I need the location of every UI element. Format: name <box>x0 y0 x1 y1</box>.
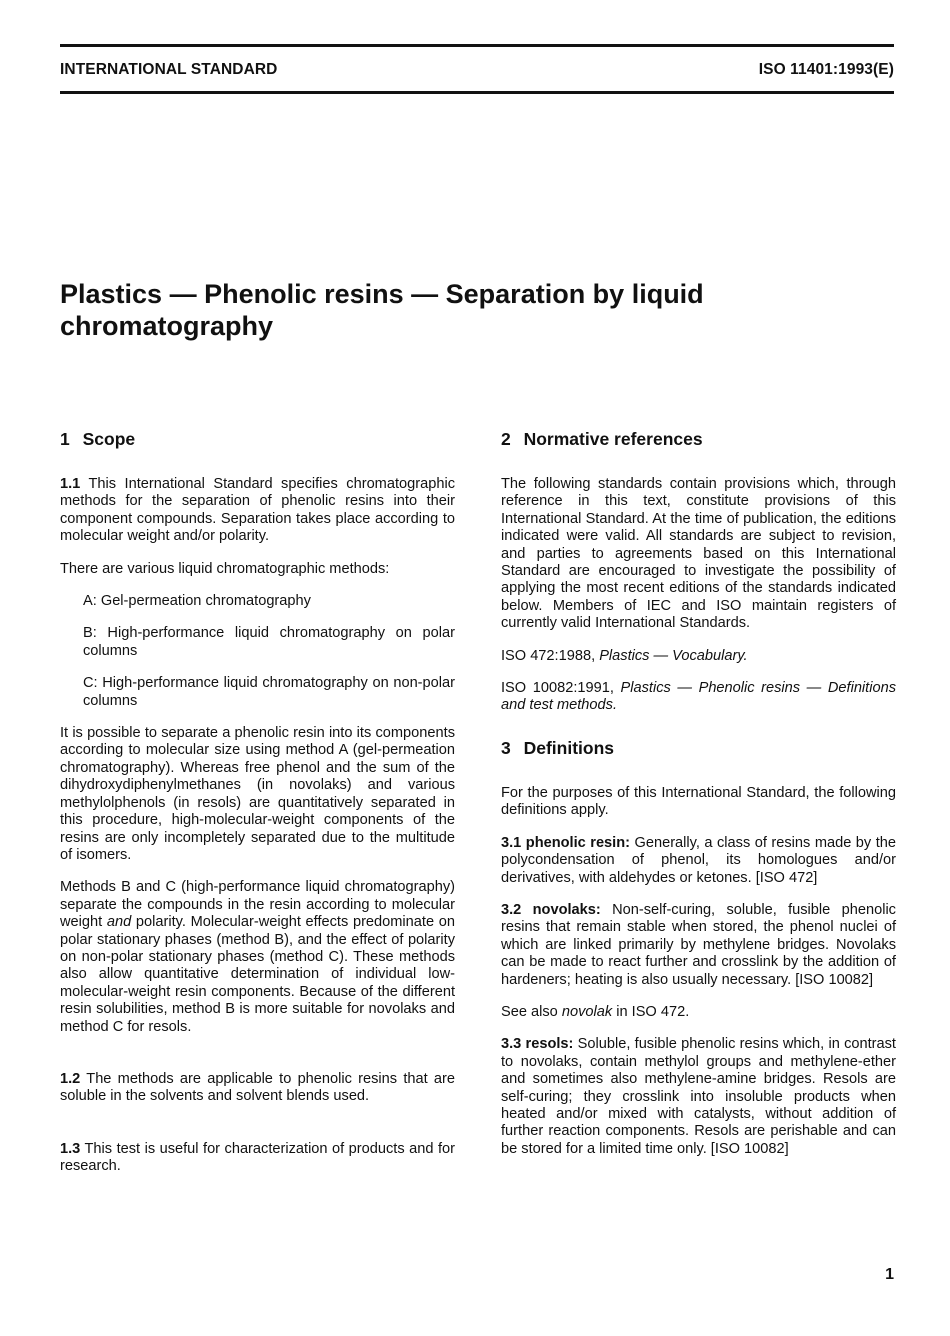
definition-novolaks: 3.2 novolaks: Non-self-curing, soluble, fusible phenolic resins that remain stable when stored, the phenol nuclei of which are linked primarily by methylene bridges. Novolaks can be made to react further and crosslink by the addition of hardeners; heating is also usually necessary. [ISO 10082] <box>501 901 896 988</box>
reference-iso-10082: ISO 10082:1991, Plastics — Phenolic resins — Definitions and test methods. <box>501 680 897 714</box>
section-heading-definitions: 3 Definitions <box>501 737 615 758</box>
definitions-intro: For the purposes of this International Standard, the following definitions apply. <box>501 784 896 819</box>
document-title <box>60 278 860 342</box>
title-line-2: chromatography <box>60 311 274 341</box>
normative-intro: The following standards contain provisions which, through reference in this text, constitute provisions of this International Standard. At the time of publication, the editions indicated were valid. All standards are subject to revision, and parties to agreements based on this International Standard are encouraged to investigate the possibility of applying the most recent editions of the standards indicated below. Members of IEC and ISO maintain registers of currently valid International Standards. <box>501 476 896 632</box>
left-column <box>60 428 455 1191</box>
document-type: INTERNATIONAL STANDARD <box>60 61 278 78</box>
section-heading-scope: 1 Scope <box>60 429 136 449</box>
header-bottom-rule <box>60 91 894 94</box>
right-column <box>501 428 896 1173</box>
header-top-rule <box>60 44 894 47</box>
title-line-1: Plastics — Phenolic resins — Separation by liquid <box>60 279 704 309</box>
see-also-note: See also novolak in ISO 472. <box>501 1003 690 1020</box>
definition-resols: 3.3 resols: Soluble, fusible phenolic resins which, in contrast to novolaks, contain methylol groups and methylene-ether and sometimes also methylene-amine bridges. Resols are self-curing; they crosslink into insoluble products when heated and/or mixed with catalysts, without addition of further reaction components. Resols are perishable and can be stored for a limited time only. [ISO 10082] <box>501 1036 896 1157</box>
section-heading-normative-references: 2 Normative references <box>501 429 703 449</box>
standard-number: ISO 11401:1993(E) <box>758 61 894 78</box>
method-c: C: High-performance liquid chromatography on non-polar columns <box>83 675 455 709</box>
method-a: A: Gel-permeation chromatography <box>83 593 311 610</box>
method-b: B: High-performance liquid chromatography on polar columns <box>83 625 455 659</box>
page-number: 1 <box>885 1266 894 1283</box>
reference-iso-472: ISO 472:1988, Plastics — Vocabulary. <box>501 647 748 664</box>
clause-1-1: 1.1 This International Standard specifies chromatographic methods for the separation of phenolic resins into their component compounds. Separation takes place according to molecular weight and/or polarity. <box>60 476 455 545</box>
clause-1-3: 1.3 This test is useful for characterization of products and for research. <box>60 1140 455 1175</box>
paragraph-method-a: It is possible to separate a phenolic resin into its components according to molecular size using method A (gel-permeation chromatography). Whereas free phenol and the sum of the dihydroxydiphenylmethanes (in novolaks) and various methylolphenols (in resols) are quantitatively separated in this procedure, high-molecular-weight components of the resins are only incompletely separated due to the multitude of isomers. <box>60 725 455 863</box>
methods-intro: There are various liquid chromatographic methods: <box>60 560 390 577</box>
clause-1-2: 1.2 The methods are applicable to phenolic resins that are soluble in the solvents and solvent blends used. <box>60 1070 455 1105</box>
paragraph-methods-b-c: Methods B and C (high-performance liquid chromatography) separate the compounds in the resin according to molecular weight and polarity. Molecular-weight effects predominate on polar stationary phases (method B), and the effect of polarity on non-polar stationary phases (method C). These methods also allow quantitative determination of individual low-molecular-weight resin components. Because of the different resin solubilities, method B is more suitable for novolaks and method C for resols. <box>60 879 455 1035</box>
definition-phenolic-resin: 3.1 phenolic resin: Generally, a class of resins made by the polycondensation of phenol, its homologues and/or derivatives, with aldehydes or ketones. [ISO 472] <box>501 834 896 886</box>
